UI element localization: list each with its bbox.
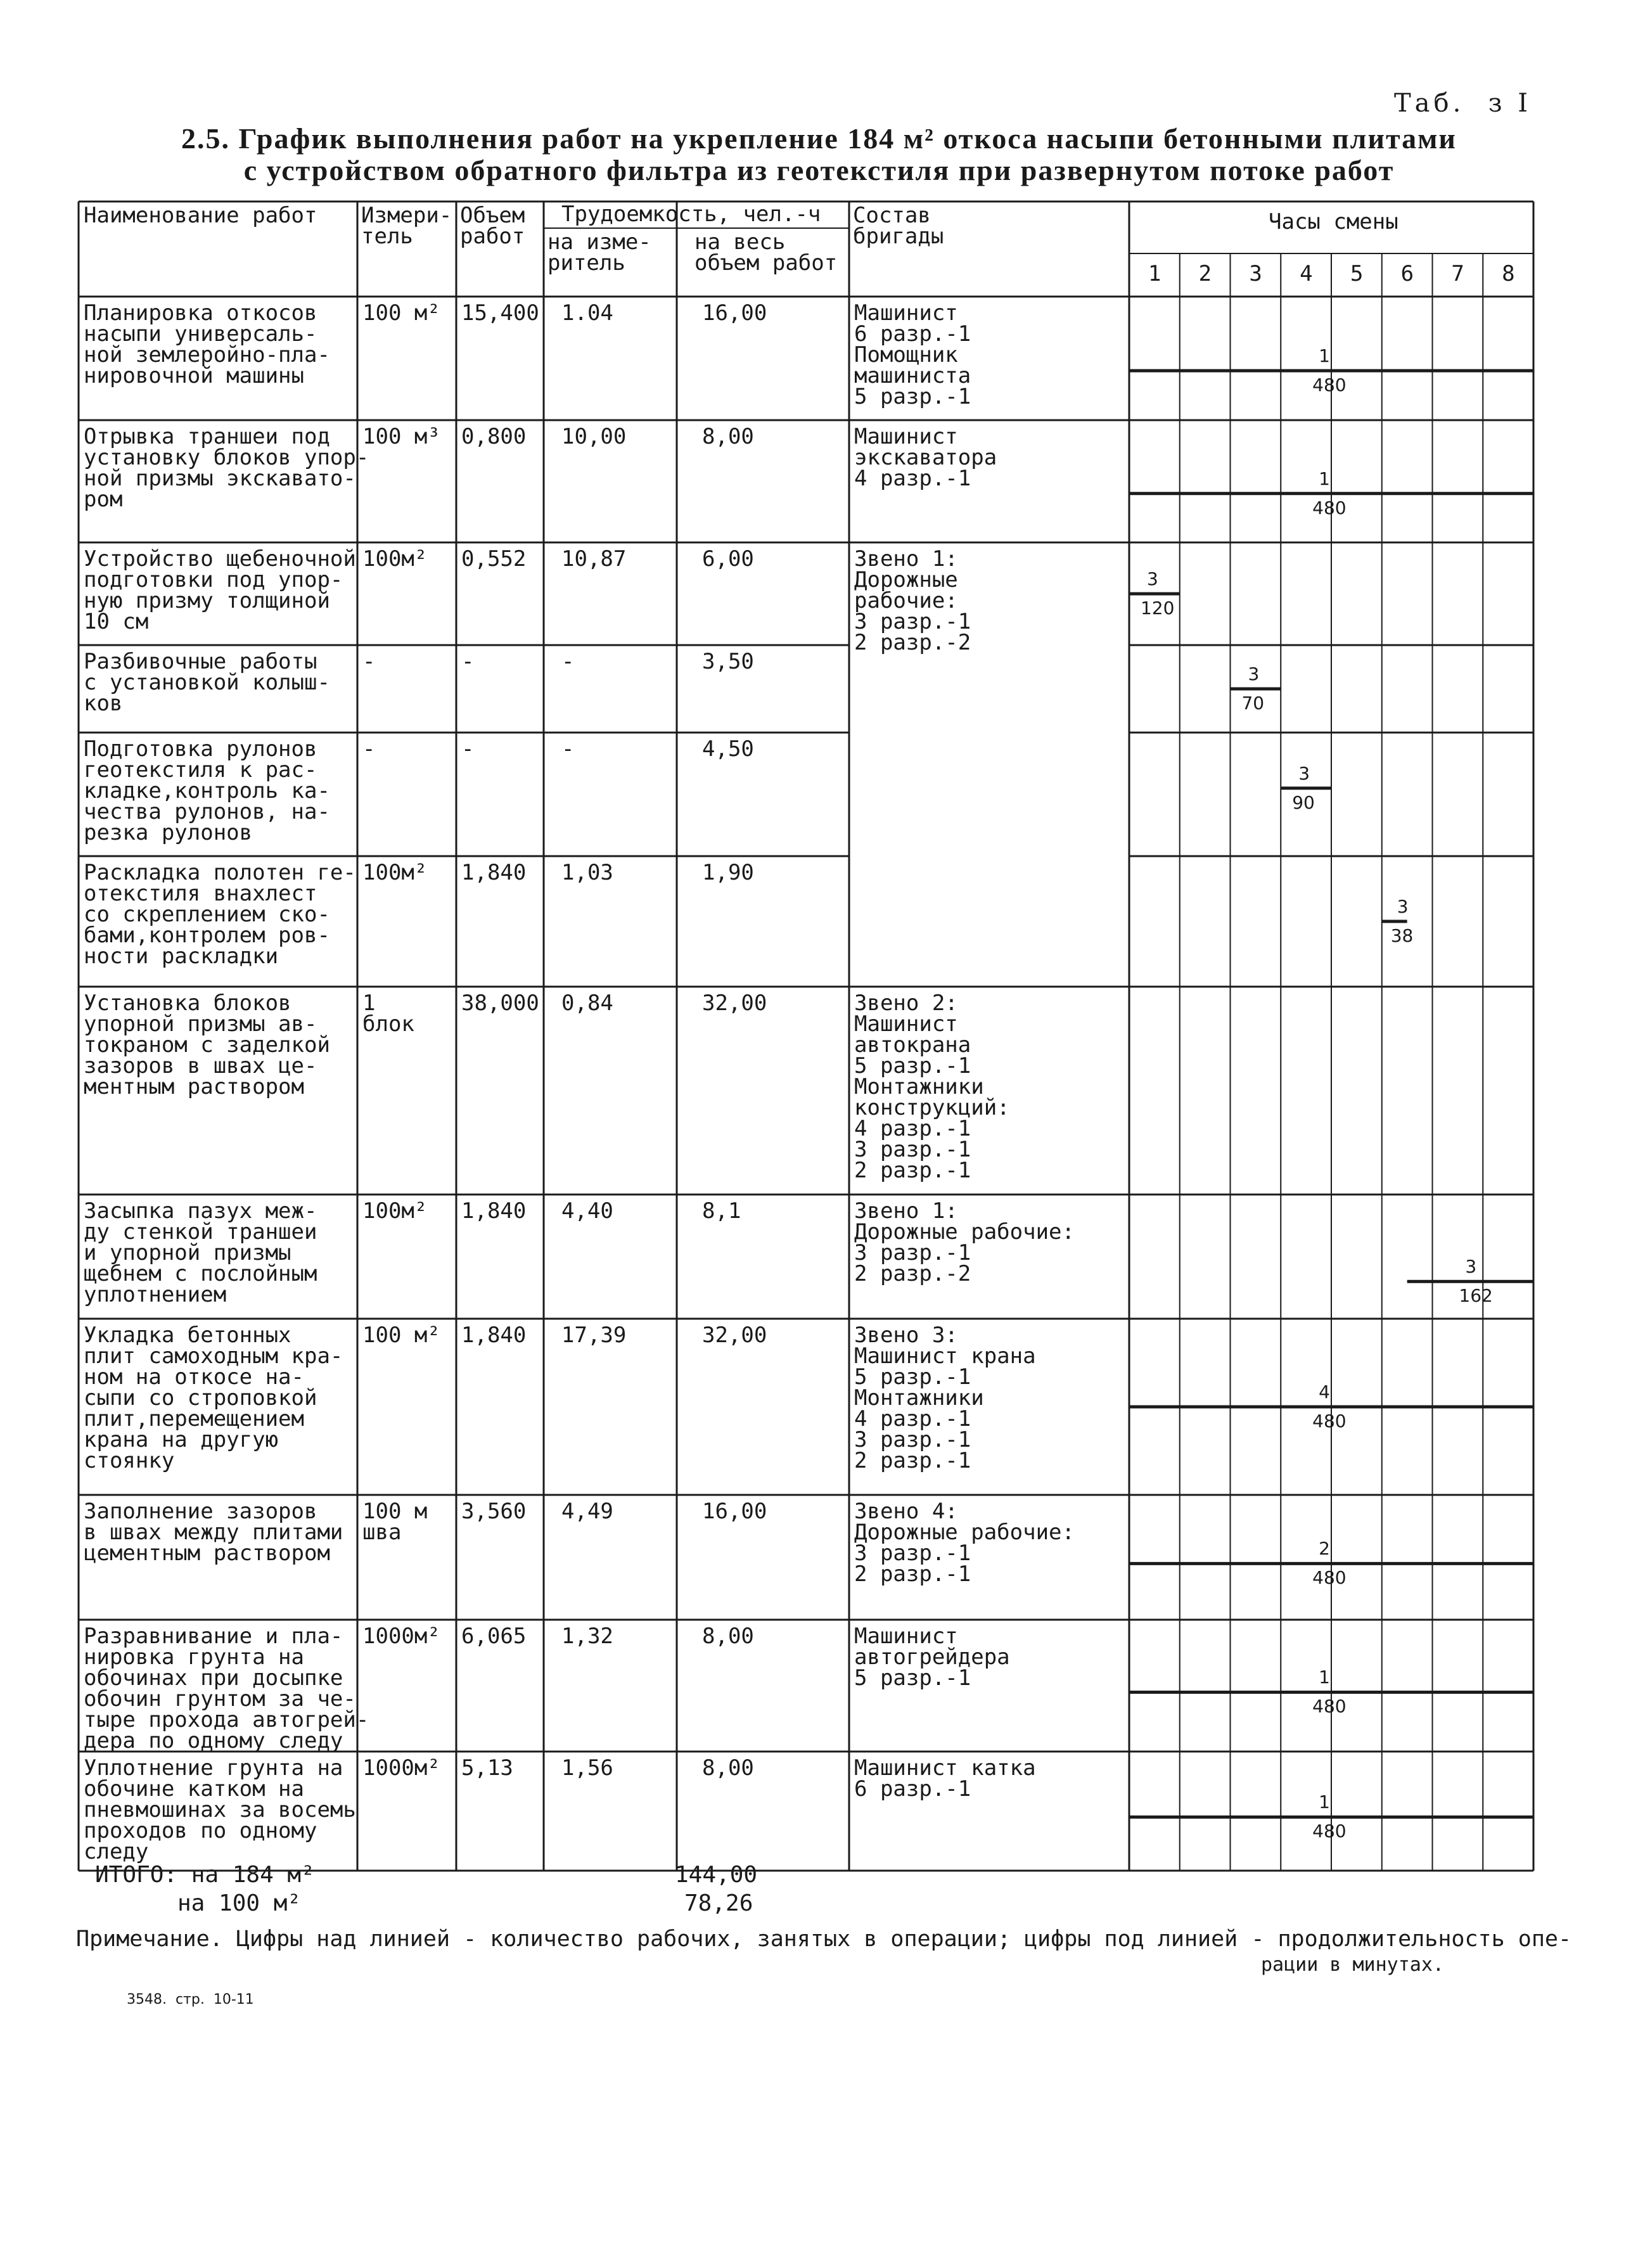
header-hour-number: 4 <box>1300 261 1313 286</box>
row-volume: 15,400 <box>461 300 539 326</box>
row-name: Раскладка полотен ге- отекстиля внахлест со скреплением ско- бами,контролем ров- ности раскладки <box>84 860 356 969</box>
row-labor-per-unit: 1,56 <box>561 1755 613 1781</box>
row-volume: 5,13 <box>461 1755 513 1781</box>
gantt-duration-label: 90 <box>1292 791 1315 813</box>
header-labor: Трудоемкость, чел.-ч <box>561 202 821 227</box>
header-unit: Измери- тель <box>361 203 452 249</box>
header-labor-total: на весь объем работ <box>694 229 838 276</box>
gantt-duration-label: 162 <box>1459 1285 1493 1307</box>
page-footer: 3548. стр. 10-11 <box>127 1992 254 2008</box>
header-hours: Часы смены <box>1269 209 1398 234</box>
row-labor-total: 8,00 <box>702 424 754 449</box>
row-volume: 1,840 <box>461 860 527 885</box>
gantt-workers-label: 1 <box>1319 345 1330 366</box>
header-hour-number: 2 <box>1198 261 1212 286</box>
header-hour-number: 8 <box>1502 261 1515 286</box>
row-volume: - <box>461 736 475 762</box>
row-volume: 0,800 <box>461 424 527 449</box>
gantt-workers-label: 2 <box>1319 1538 1330 1560</box>
gantt-workers-label: 1 <box>1319 1791 1330 1813</box>
gantt-workers-label: 3 <box>1248 663 1260 684</box>
row-name: Отрывка траншеи под установку блоков упор- ной призмы экскавато- ром <box>84 424 369 512</box>
gantt-duration-label: 480 <box>1312 1821 1347 1842</box>
row-name: Уплотнение грунта на обочине катком на пневмошинах за восемь проходов по одному следу <box>84 1755 356 1864</box>
row-name: Разравнивание и пла- нировка грунта на обочинах при досыпке обочин грунтом за че- тыре прохода автогрей- дера по одному следу <box>84 1624 369 1753</box>
gantt-workers-label: 1 <box>1319 1667 1330 1688</box>
title-line-2: с устройством обратного фильтра из геотекстиля при развернутом потоке работ <box>243 154 1395 186</box>
row-labor-total: 1,90 <box>702 860 754 885</box>
row-volume: 1,840 <box>461 1198 527 1224</box>
row-labor-total: 16,00 <box>702 1499 767 1524</box>
header-crew: Состав бригады <box>853 203 944 249</box>
row-volume: 1,840 <box>461 1323 527 1348</box>
row-crew: Звено 3: Машинист крана 5 разр.-1 Монтажники 4 разр.-1 3 разр.-1 2 разр.-1 <box>854 1323 1036 1473</box>
row-crew: Звено 1: Дорожные рабочие: 3 разр.-1 2 разр.-2 <box>854 546 971 655</box>
row-labor-per-unit: 10,00 <box>561 424 627 449</box>
row-unit: 1000м² <box>362 1624 440 1649</box>
row-crew: Машинист 6 разр.-1 Помощник машиниста 5 разр.-1 <box>854 300 971 409</box>
row-name: Заполнение зазоров в швах между плитами цементным раствором <box>84 1499 343 1566</box>
row-name: Подготовка рулонов геотекстиля к рас- кладке,контроль ка- чества рулонов, на- резка рулонов <box>84 736 330 845</box>
totals-value-184: 144,00 <box>675 1862 758 1888</box>
row-volume: 0,552 <box>461 546 527 572</box>
row-unit: 100 м² <box>362 1323 440 1348</box>
gantt-duration-label: 120 <box>1140 598 1175 618</box>
gantt-workers-label: 3 <box>1298 762 1310 784</box>
title-line-1: 2.5. График выполнения работ на укрепление 184 м² откоса насыпи бетонными плитами <box>181 122 1457 155</box>
row-crew: Машинист катка 6 разр.-1 <box>854 1755 1036 1802</box>
header-hour-number: 3 <box>1249 261 1262 286</box>
row-labor-total: 6,00 <box>702 546 754 572</box>
row-labor-per-unit: 4,40 <box>561 1198 613 1224</box>
gantt-duration-label: 480 <box>1312 1411 1347 1432</box>
gantt-duration-label: 480 <box>1312 497 1347 518</box>
row-labor-total: 16,00 <box>702 300 767 326</box>
header-labor-per-unit: на изме- ритель <box>547 229 651 276</box>
row-labor-total: 8,1 <box>702 1198 741 1224</box>
row-name: Разбивочные работы с установкой колыш- ков <box>84 649 330 716</box>
gantt-workers-label: 3 <box>1146 568 1158 589</box>
row-unit: 100м² <box>362 1198 428 1224</box>
row-labor-total: 8,00 <box>702 1624 754 1649</box>
row-unit: - <box>362 736 376 762</box>
gantt-duration-label: 480 <box>1312 1696 1347 1717</box>
totals-label-184: ИТОГО: на 184 м² <box>95 1862 315 1888</box>
row-volume: 38,000 <box>461 990 539 1016</box>
gantt-duration-label: 480 <box>1312 1567 1347 1589</box>
row-unit: 1000м² <box>362 1755 440 1781</box>
header-hour-number: 5 <box>1350 261 1364 286</box>
header-hour-number: 1 <box>1148 261 1161 286</box>
row-name: Планировка откосов насыпи универсаль- ной землеройно-пла- нировочной машины <box>84 300 330 388</box>
row-labor-per-unit: 1.04 <box>561 300 613 326</box>
row-name: Установка блоков упорной призмы ав- токраном с заделкой зазоров в швах це- ментным раствором <box>84 990 330 1099</box>
row-unit: 100 м шва <box>362 1499 428 1545</box>
gantt-workers-label: 3 <box>1465 1256 1477 1278</box>
row-crew: Машинист автогрейдера 5 разр.-1 <box>854 1624 1010 1691</box>
header-hour-number: 7 <box>1451 261 1464 286</box>
gantt-workers-label: 3 <box>1397 896 1409 917</box>
row-labor-total: 4,50 <box>702 736 754 762</box>
row-labor-total: 32,00 <box>702 990 767 1016</box>
note-text: Примечание. Цифры над линией - количество рабочих, занятых в операции; цифры под линией - продолжительность опе- <box>76 1926 1572 1952</box>
row-crew: Машинист экскаватора 4 разр.-1 <box>854 424 997 491</box>
gantt-duration-label: 70 <box>1241 693 1265 714</box>
row-labor-total: 32,00 <box>702 1323 767 1348</box>
row-labor-per-unit: - <box>561 649 575 674</box>
gantt-duration-label: 480 <box>1312 375 1347 395</box>
row-volume: 3,560 <box>461 1499 527 1524</box>
row-labor-per-unit: 1,32 <box>561 1624 613 1649</box>
totals-value-100: 78,26 <box>684 1890 753 1916</box>
table-label: Таб. з I <box>1394 89 1532 118</box>
row-name: Засыпка пазух меж- ду стенкой траншеи и упорной призмы щебнем с послойным уплотнением <box>84 1198 317 1307</box>
row-volume: 6,065 <box>461 1624 527 1649</box>
note-text-continued: рации в минутах. <box>1261 1954 1444 1976</box>
row-unit: 100м² <box>362 860 428 885</box>
row-unit: 100 м³ <box>362 424 440 449</box>
row-labor-per-unit: 1,03 <box>561 860 613 885</box>
row-unit: 100 м² <box>362 300 440 326</box>
gantt-workers-label: 1 <box>1319 468 1330 489</box>
row-labor-per-unit: 17,39 <box>561 1323 627 1348</box>
work-schedule-table <box>79 202 1533 1871</box>
totals-label-100: на 100 м² <box>177 1890 302 1916</box>
row-labor-total: 3,50 <box>702 649 754 674</box>
row-unit: - <box>362 649 376 674</box>
row-unit: 100м² <box>362 546 428 572</box>
header-hour-number: 6 <box>1400 261 1414 286</box>
row-volume: - <box>461 649 475 674</box>
gantt-workers-label: 4 <box>1319 1381 1330 1402</box>
row-crew: Звено 2: Машинист автокрана 5 разр.-1 Монтажники конструкций: 4 разр.-1 3 разр.-1 2 разр.-1 <box>854 990 1010 1183</box>
row-labor-total: 8,00 <box>702 1755 754 1781</box>
row-name: Укладка бетонных плит самоходным кра- ном на откосе на- сыпи со строповкой плит,перемещением крана на другую стоянку <box>84 1323 343 1473</box>
row-labor-per-unit: 4,49 <box>561 1499 613 1524</box>
header-name: Наименование работ <box>84 203 317 228</box>
row-crew: Звено 4: Дорожные рабочие: 3 разр.-1 2 разр.-1 <box>854 1499 1075 1587</box>
gantt-duration-label: 38 <box>1390 925 1414 946</box>
row-unit: 1 блок <box>362 990 414 1037</box>
row-name: Устройство щебеночной подготовки под упор- ную призму толщиной 10 см <box>84 546 356 634</box>
row-labor-per-unit: 0,84 <box>561 990 613 1016</box>
header-volume: Объем работ <box>460 203 525 249</box>
row-labor-per-unit: - <box>561 736 575 762</box>
row-labor-per-unit: 10,87 <box>561 546 627 572</box>
row-crew: Звено 1: Дорожные рабочие: 3 разр.-1 2 разр.-2 <box>854 1198 1075 1286</box>
